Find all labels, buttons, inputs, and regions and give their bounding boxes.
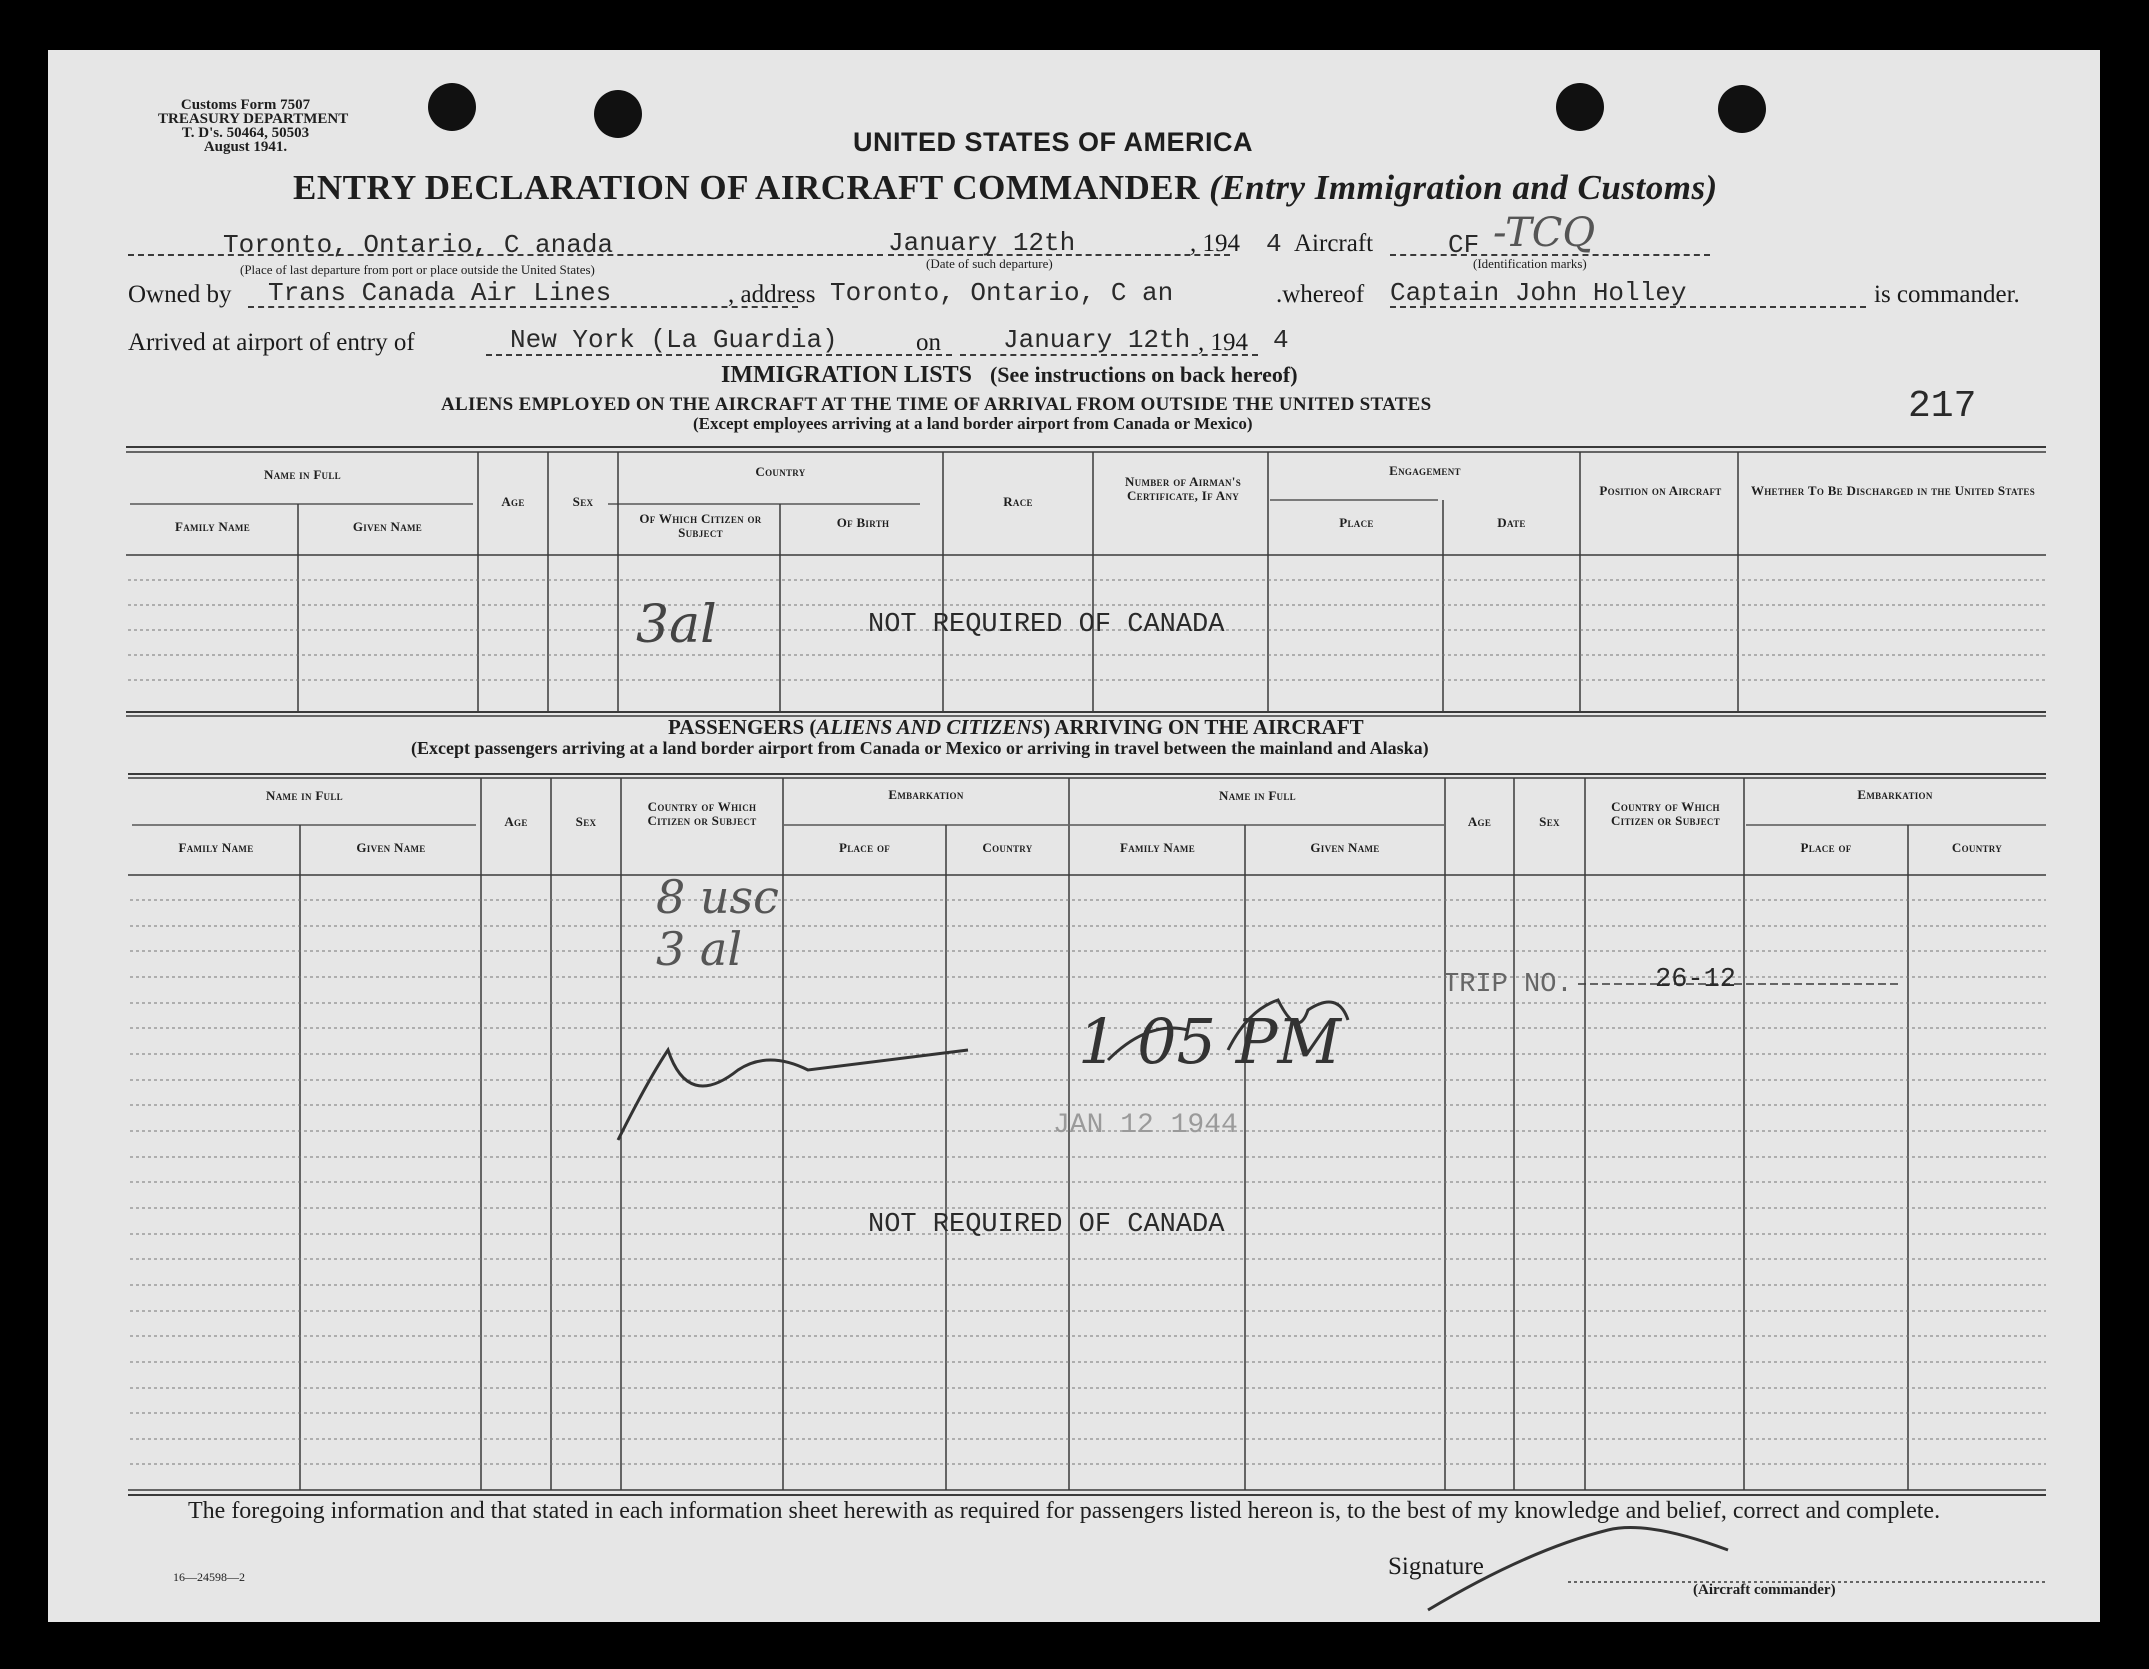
col-place-of: Place of [1800,840,1852,855]
col-country: Country [982,840,1033,855]
not-required-stamp: NOT REQUIRED OF CANADA [868,1210,1225,1240]
date-stamp: JAN 12 1944 [1053,1110,1238,1141]
departure-place: Toronto, Ontario, C anada [223,230,614,260]
col-sex: Sex [572,494,594,509]
col-name-in-full: Name in Full [266,788,343,803]
owner-address: Toronto, Ontario, C an [830,278,1174,308]
form-number: Customs Form 7507 [180,97,311,113]
form-date: August 1941. [203,139,288,155]
handwritten-count: 3al [636,595,717,655]
handwritten-3al: 3 al [656,922,743,976]
col-age: Age [504,814,528,829]
col-date: Date [1497,515,1526,530]
treasury-decisions: T. D's. 50464, 50503 [181,125,310,141]
trip-number: 26-12 [1655,965,1737,995]
address-label: , address [728,281,816,308]
col-position: Position on Aircraft [1599,483,1722,498]
arrival-year-prefix: , 194 [1198,329,1248,356]
col-place: Place [1339,515,1374,530]
col-sex: Sex [1539,814,1560,829]
passengers-heading-end: ) ARRIVING ON THE AIRCRAFT [1043,715,1364,739]
aircraft-mark: -TCQ [1493,210,1596,256]
form-grid-lines [48,50,2100,1622]
col-age: Age [1467,814,1492,829]
print-code: 16—24598—2 [173,1570,245,1584]
col-certificate: Number of Airman's Certificate, If Any [1124,474,1242,503]
aircraft-label: Aircraft [1294,230,1374,257]
handwritten-8usc: 8 usc [656,870,779,924]
col-given-name: Given Name [1310,840,1380,855]
passengers-heading-italic: ALIENS AND CITIZENS [816,715,1044,739]
aircraft-caption: (Identification marks) [1473,256,1587,271]
immigration-subheading: ALIENS EMPLOYED ON THE AIRCRAFT AT THE TIME OF ARRIVAL FROM OUTSIDE THE UNITED STATES [441,394,1432,415]
col-country: Country [1951,840,2003,855]
departure-date-caption: (Date of such departure) [926,256,1053,271]
col-citizen-of: Of Which Citizen or Subject [639,511,762,540]
col-place-of: Place of [838,840,891,855]
arrival-airport: New York (La Guardia) [510,325,838,355]
col-of-birth: Of Birth [836,515,890,530]
passengers-heading-start: PASSENGERS ( [668,715,817,739]
arrival-year-digit: 4 [1273,325,1289,355]
form-title-main: ENTRY DECLARATION OF AIRCRAFT COMMANDER [293,168,1200,207]
arrival-on-label: on [916,329,941,356]
signature-caption: (Aircraft commander) [1693,1582,1836,1598]
col-given-name: Given Name [352,519,423,534]
owner-name: Trans Canada Air Lines [268,278,612,308]
commander-suffix: is commander. [1874,281,2020,308]
immigration-subnote: (Except employees arriving at a land border airport from Canada or Mexico) [693,414,1253,433]
col-age: Age [501,494,525,509]
passengers-heading [668,715,1364,740]
trip-label: TRIP NO. [1443,970,1573,1000]
departure-place-caption: (Place of last departure from port or place outside the United States) [240,262,595,277]
departure-year-prefix: , 194 [1190,230,1240,257]
whereof-label: .whereof [1276,281,1365,308]
col-sex: Sex [575,814,597,829]
handwritten-time: 1 05 PM [1078,1005,1341,1078]
form-title-italic: (Entry Immigration and Customs) [1209,168,1718,207]
aircraft-prefix: CF [1448,230,1480,260]
not-required-stamp: NOT REQUIRED OF CANADA [868,610,1225,640]
passengers-note: (Except passengers arriving at a land border airport from Canada or Mexico or arriving in travel between the mainland and Alaska) [411,738,1429,758]
customs-form-sheet [48,50,2100,1622]
col-discharged: Whether To Be Discharged in the United States [1750,483,2036,498]
immigration-heading-note: (See instructions on back hereof) [989,362,1298,387]
col-family-name: Family Name [174,519,251,534]
col-country: Country [755,464,806,479]
col-embarkation: Embarkation [1857,787,1933,802]
signature-label: Signature [1388,1553,1484,1580]
col-citizen-of: Country of Which Citizen or Subject [1610,799,1721,828]
col-name-in-full: Name in Full [264,467,341,482]
arrived-label: Arrived at airport of entry of [128,329,415,356]
declaration-text: The foregoing information and that stated in each information sheet herewith as required for passengers listed hereon is, to the best of my knowledge and belief, correct and complete. [188,1498,1941,1524]
col-family-name: Family Name [1119,840,1196,855]
col-engagement: Engagement [1389,463,1461,478]
arrival-date: January 12th [1003,325,1191,355]
department: TREASURY DEPARTMENT [158,111,349,127]
departure-year-digit: 4 [1266,229,1282,259]
owned-by-label: Owned by [128,281,232,308]
col-race: Race [1003,494,1033,509]
col-citizen-of: Country of Which Citizen or Subject [647,799,757,828]
col-embarkation: Embarkation [888,787,964,802]
form-number-stamp: 217 [1908,385,1977,428]
col-given-name: Given Name [356,840,426,855]
commander-name: Captain John Holley [1390,278,1687,308]
country-heading: UNITED STATES OF AMERICA [853,127,1253,157]
col-name-in-full: Name in Full [1219,788,1296,803]
immigration-heading-main: IMMIGRATION LISTS [721,362,972,388]
col-family-name: Family Name [178,840,254,855]
departure-date: January 12th [888,228,1076,258]
